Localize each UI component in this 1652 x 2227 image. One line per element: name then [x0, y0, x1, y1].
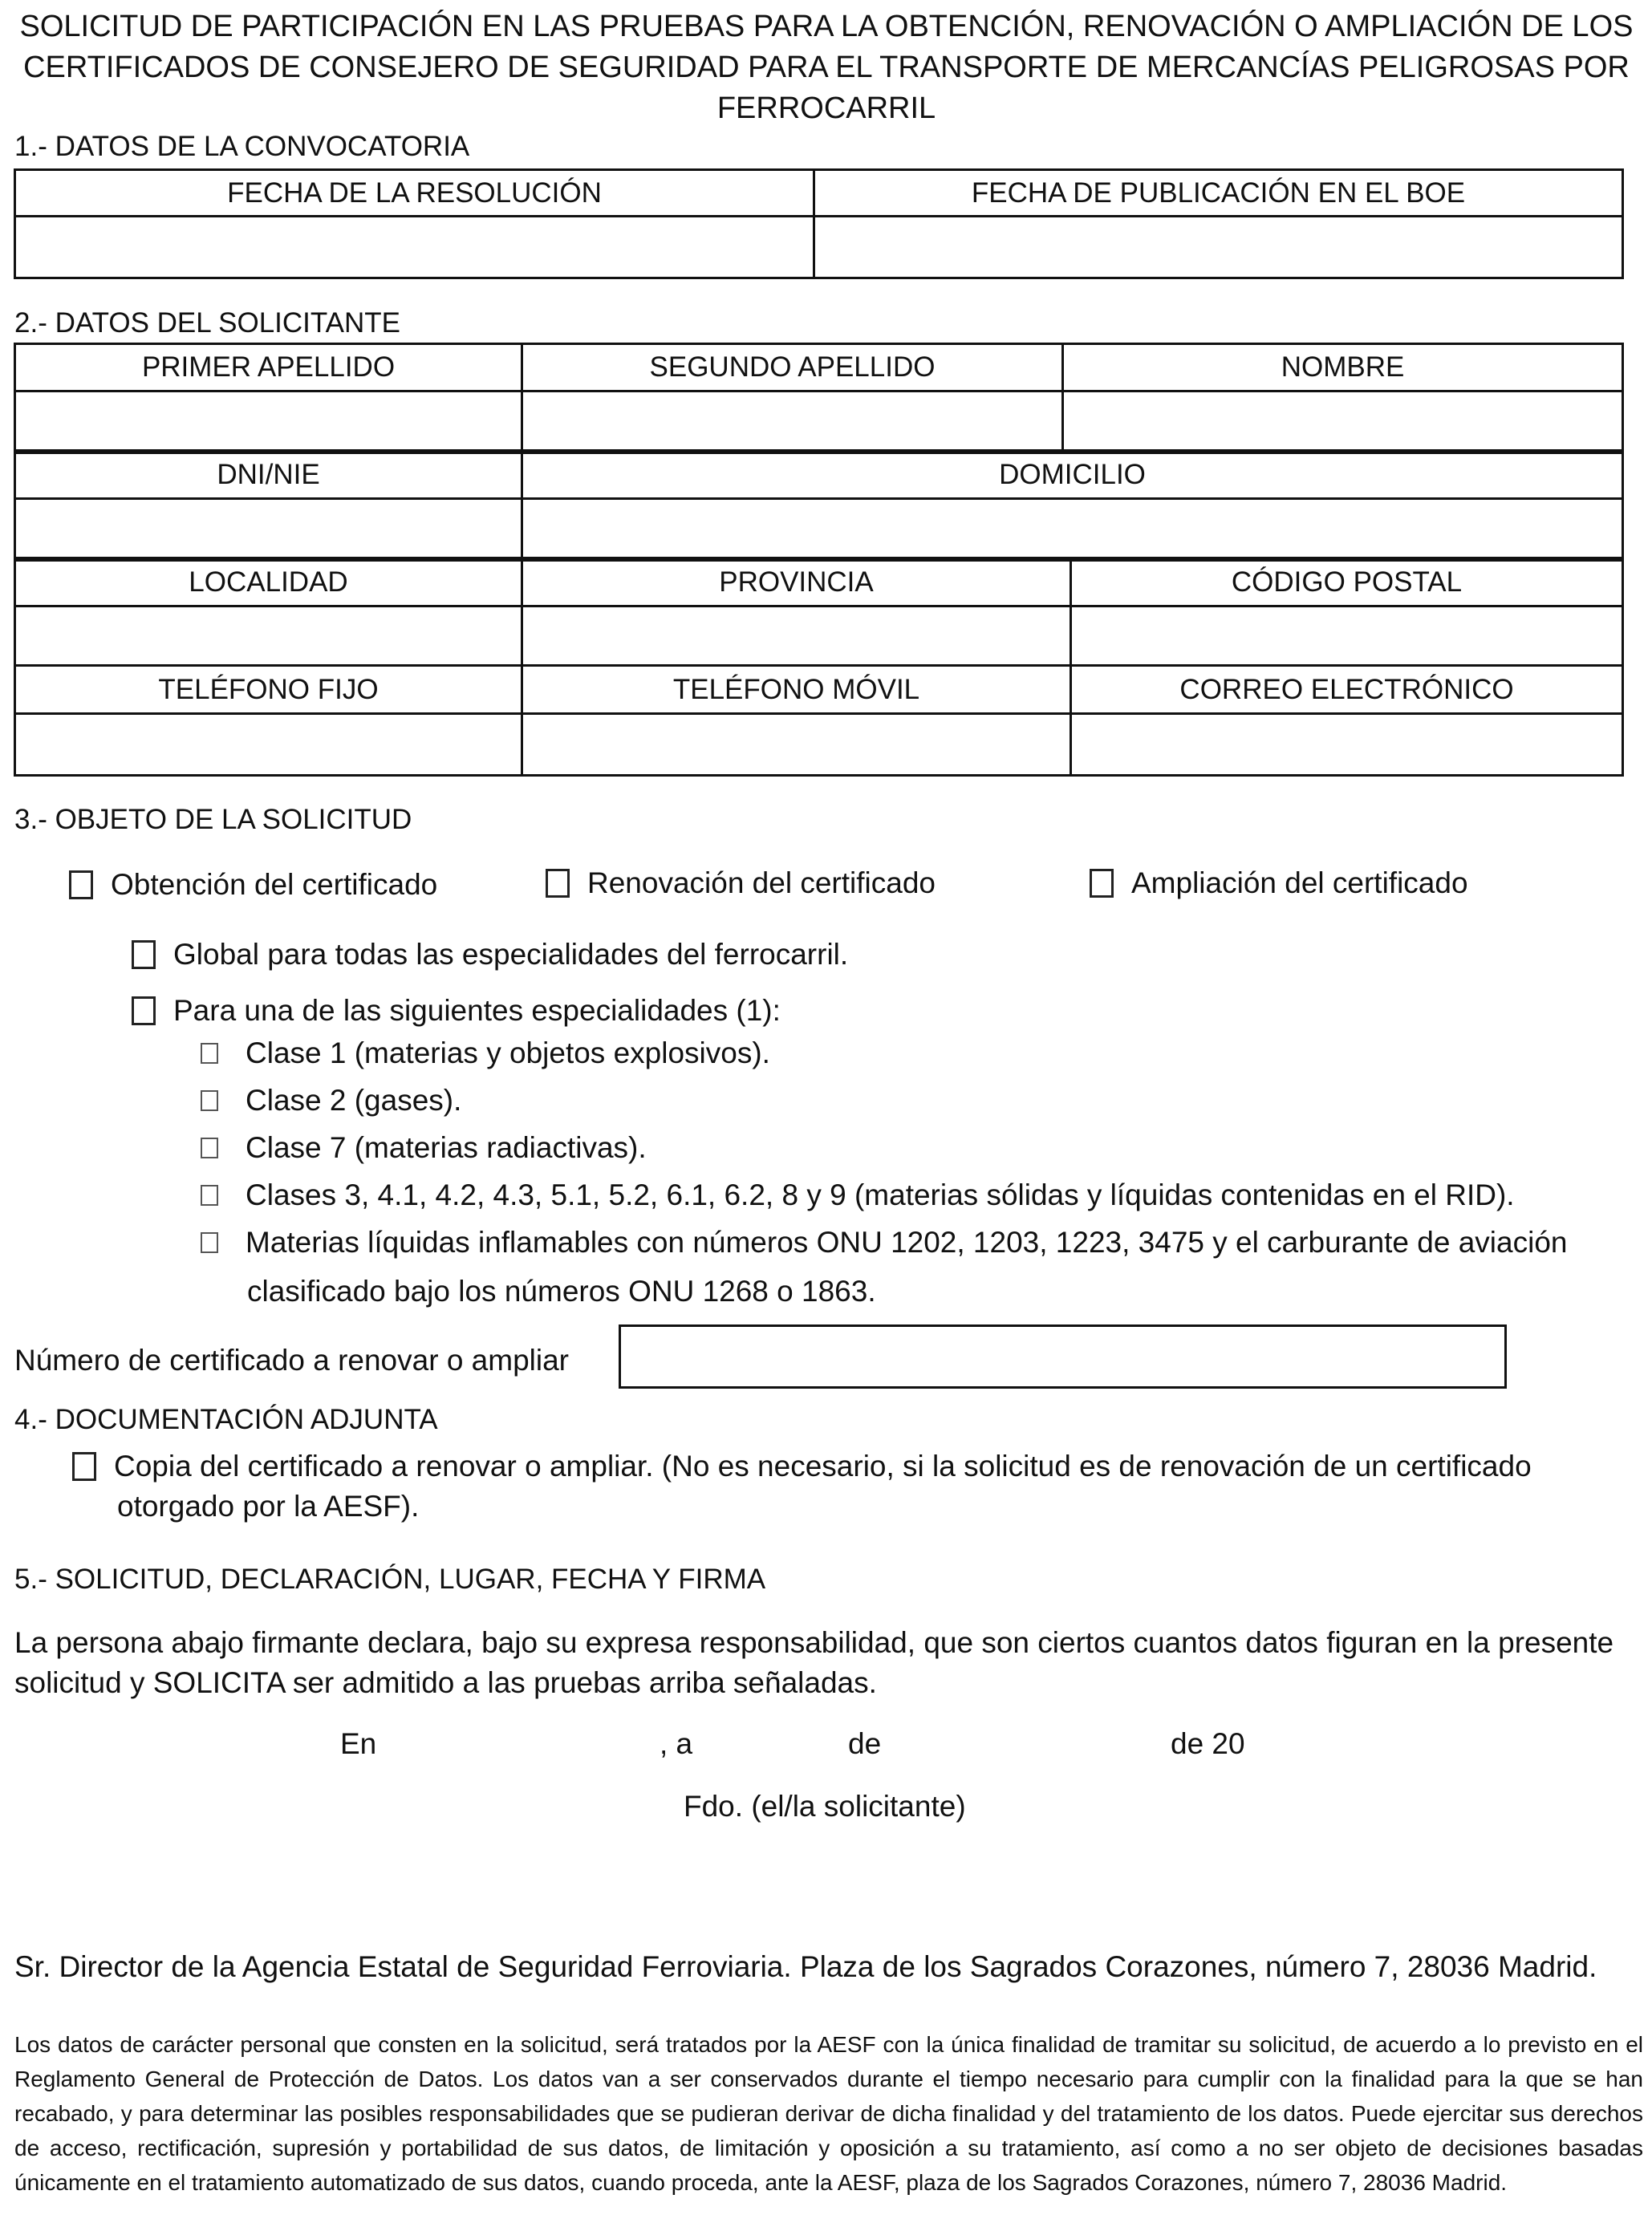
telefono-fijo-field[interactable] [15, 714, 522, 776]
dni-field[interactable] [15, 499, 522, 561]
copia-label-1: Copia del certificado a renovar o ampliar. (No es necesario, si la solicitud es de renovación de un certificado [114, 1450, 1532, 1483]
clase7-option[interactable] [201, 1130, 647, 1166]
section-5-heading: 5.- SOLICITUD, DECLARACIÓN, LUGAR, FECHA Y FIRMA [14, 1564, 766, 1595]
segundo-apellido-field[interactable] [522, 391, 1063, 453]
liquidas-checkbox[interactable] [201, 1232, 218, 1253]
section-1-heading: 1.- DATOS DE LA CONVOCATORIA [14, 131, 470, 162]
section-3-heading: 3.- OBJETO DE LA SOLICITUD [14, 804, 412, 835]
renovacion-option[interactable] [546, 865, 936, 902]
solicitante-table-1 [14, 343, 1624, 454]
provincia-field[interactable] [522, 606, 1071, 666]
segundo-apellido-header: SEGUNDO APELLIDO [522, 344, 1063, 391]
liquidas-label-1: Materias líquidas inflamables con números ONU 1202, 1203, 1223, 3475 y el carburante de aviación [246, 1226, 1568, 1259]
primer-apellido-header: PRIMER APELLIDO [15, 344, 522, 391]
section-2-heading: 2.- DATOS DEL SOLICITANTE [14, 307, 401, 339]
global-option[interactable] [132, 936, 848, 973]
de-20-label: de 20 [1171, 1727, 1245, 1760]
firma-label: Fdo. (el/la solicitante) [684, 1790, 966, 1823]
copia-option[interactable] [72, 1448, 1532, 1485]
clase2-label: Clase 2 (gases). [246, 1084, 462, 1117]
declaracion-text: La persona abajo firmante declara, bajo su expresa responsabilidad, que son ciertos cuantos datos figuran en la presente solicitud y SOLICITA ser admitido a las pruebas arriba señaladas. [14, 1626, 1614, 1699]
clase2-checkbox[interactable] [201, 1090, 218, 1111]
copia-checkbox[interactable] [72, 1452, 96, 1481]
de-label: de [848, 1727, 882, 1760]
clase1-label: Clase 1 (materias y objetos explosivos). [246, 1036, 770, 1069]
convocatoria-table [14, 168, 1624, 279]
global-checkbox[interactable] [132, 940, 156, 969]
clase7-label: Clase 7 (materias radiactivas). [246, 1131, 647, 1164]
especialidades-option[interactable] [132, 992, 781, 1029]
especialidades-checkbox[interactable] [132, 996, 156, 1025]
provincia-header: PROVINCIA [522, 558, 1071, 606]
clase7-checkbox[interactable] [201, 1138, 218, 1158]
fecha-boe-field[interactable] [814, 217, 1623, 278]
solicitante-table-2 [14, 449, 1624, 562]
ampliacion-label: Ampliación del certificado [1131, 866, 1468, 899]
codigo-postal-header: CÓDIGO POSTAL [1071, 558, 1623, 606]
ampliacion-option[interactable] [1090, 865, 1468, 902]
telefono-fijo-header: TELÉFONO FIJO [15, 666, 522, 714]
fecha-resolucion-header: FECHA DE LA RESOLUCIÓN [15, 170, 814, 217]
dni-header: DNI/NIE [15, 451, 522, 499]
obtencion-checkbox[interactable] [69, 870, 93, 899]
primer-apellido-field[interactable] [15, 391, 522, 453]
telefono-movil-field[interactable] [522, 714, 1071, 776]
section-4-heading: 4.- DOCUMENTACIÓN ADJUNTA [14, 1404, 438, 1435]
fecha-resolucion-field[interactable] [15, 217, 814, 278]
coma-a-label: , a [660, 1727, 693, 1760]
fecha-boe-header: FECHA DE PUBLICACIÓN EN EL BOE [814, 170, 1623, 217]
domicilio-field[interactable] [522, 499, 1623, 561]
privacy-notice: Los datos de carácter personal que consten en la solicitud, será tratados por la AESF con la única finalidad de tramitar su solicitud, de acuerdo a lo previsto en el Reglamento General de Protección de Datos. Los datos van a ser conservados durante el tiempo necesario para cumplir con la finalidad para la que se han recabado, y para determinar las posibles responsabilidades que se pudieran derivar de dicha finalidad y del tratamiento de los datos. Puede ejercitar sus derechos de acceso, rectificación, supresión y portabilidad de sus datos, de limitación y oposición a su tratamiento, así como a no ser objeto de decisiones basadas únicamente en el tratamiento automatizado de sus datos, cuando proceda, ante la AESF, plaza de los Sagrados Corazones, número 7, 28036 Madrid. [14, 2032, 1643, 2195]
localidad-header: LOCALIDAD [15, 558, 522, 606]
global-label: Global para todas las especialidades del ferrocarril. [173, 938, 849, 971]
clases-varias-checkbox[interactable] [201, 1185, 218, 1206]
especialidades-label: Para una de las siguientes especialidades (1): [173, 994, 781, 1027]
copia-label-2: otorgado por la AESF). [117, 1490, 420, 1523]
domicilio-header: DOMICILIO [522, 451, 1623, 499]
localidad-field[interactable] [15, 606, 522, 666]
liquidas-label-2: clasificado bajo los números ONU 1268 o 1863. [247, 1275, 876, 1308]
correo-field[interactable] [1071, 714, 1623, 776]
solicitante-table-3 [14, 557, 1624, 777]
nombre-field[interactable] [1063, 391, 1623, 453]
correo-header: CORREO ELECTRÓNICO [1071, 666, 1623, 714]
obtencion-option[interactable] [69, 866, 437, 903]
obtencion-label: Obtención del certificado [111, 868, 438, 901]
clases-varias-label: Clases 3, 4.1, 4.2, 4.3, 5.1, 5.2, 6.1, 6.2, 8 y 9 (materias sólidas y líquidas contenidas en el RID). [246, 1178, 1515, 1211]
en-label: En [340, 1727, 377, 1760]
ampliacion-checkbox[interactable] [1090, 869, 1114, 898]
numero-certificado-field[interactable] [619, 1324, 1507, 1389]
telefono-movil-header: TELÉFONO MÓVIL [522, 666, 1071, 714]
page-title: SOLICITUD DE PARTICIPACIÓN EN LAS PRUEBAS PARA LA OBTENCIÓN, RENOVACIÓN O AMPLIACIÓN DE LOS CERTIFICADOS DE CONSEJERO DE SEGURIDAD PARA EL TRANSPORTE DE MERCANCÍAS PELIGROSAS POR FERROCARRIL [19, 10, 1634, 125]
liquidas-option[interactable] [201, 1224, 1567, 1261]
numero-certificado-label: Número de certificado a renovar o ampliar [14, 1344, 569, 1377]
clases-varias-option[interactable] [201, 1177, 1515, 1214]
destinatario-text: Sr. Director de la Agencia Estatal de Seguridad Ferroviaria. Plaza de los Sagrados Corazones, número 7, 28036 Madrid. [14, 1950, 1597, 1983]
renovacion-label: Renovación del certificado [587, 866, 936, 899]
codigo-postal-field[interactable] [1071, 606, 1623, 666]
clase1-checkbox[interactable] [201, 1043, 218, 1064]
clase1-option[interactable] [201, 1035, 770, 1072]
nombre-header: NOMBRE [1063, 344, 1623, 391]
renovacion-checkbox[interactable] [546, 869, 570, 898]
clase2-option[interactable] [201, 1082, 461, 1119]
